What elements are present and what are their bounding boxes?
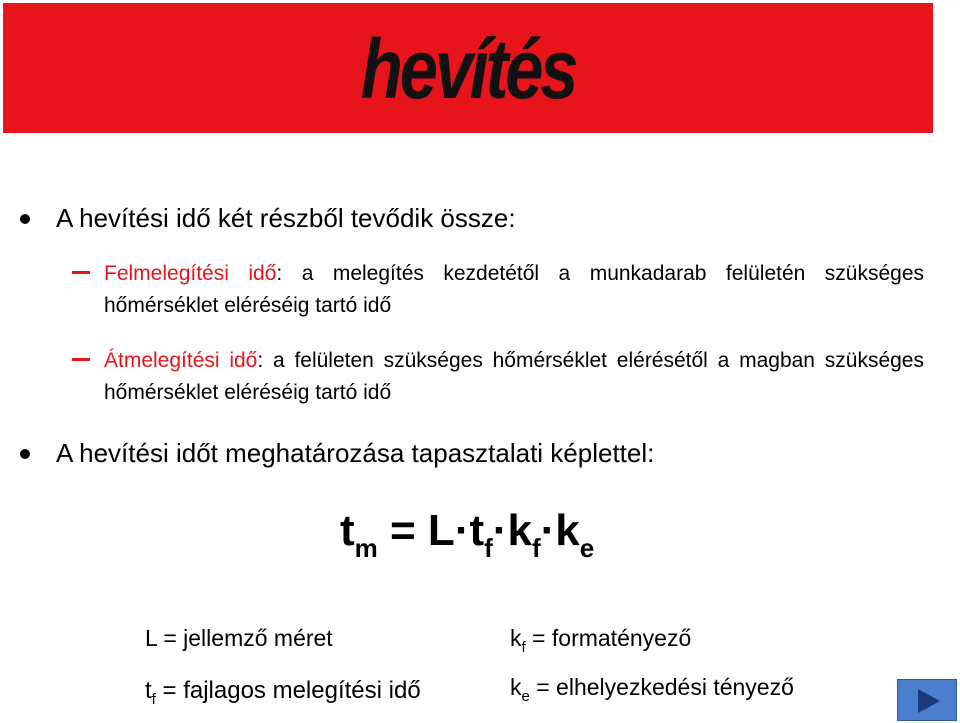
definition-kf — [510, 625, 691, 656]
formula-dot: · — [540, 506, 556, 555]
bullet-dot-icon — [20, 214, 30, 224]
next-slide-button[interactable] — [897, 679, 957, 721]
sub-item-term: Felmelegítési idő — [104, 262, 277, 285]
formula-ke-subscript: e — [579, 533, 595, 563]
definition-ke-subscript: e — [521, 688, 530, 705]
title-bar — [3, 3, 933, 133]
sub-item-text — [104, 345, 924, 409]
heating-time-formula — [340, 506, 594, 564]
formula-ke: k — [555, 506, 580, 555]
definition-ke — [510, 674, 794, 705]
play-next-icon — [918, 689, 940, 713]
definition-tf — [145, 677, 421, 708]
sub-item-term: Átmelegítési idő — [104, 349, 258, 372]
formula-t-subscript: f — [484, 533, 493, 563]
dash-icon — [72, 271, 90, 274]
sub-item-preheating — [72, 258, 924, 322]
slide-title: hevítés — [360, 22, 576, 116]
definition-kf-text: = formatényező — [525, 625, 692, 651]
bullet-text: A hevítési időt meghatározása tapasztalati képlettel: — [56, 438, 655, 468]
definition-tf-text: = fajlagos melegítési idő — [155, 677, 421, 704]
formula-dot: · — [492, 506, 508, 555]
sub-item-text — [104, 258, 924, 322]
formula-lhs-subscript: m — [354, 533, 378, 563]
definition-kf-subscript: f — [521, 639, 526, 656]
formula-lhs: t — [340, 506, 355, 555]
sub-item-desc: : a felületen szükséges hőmérséklet elérésétől a magban szükséges hőmérséklet eléréséig tartó idő — [104, 349, 924, 404]
definition-ke-text: = elhelyezkedési tényező — [529, 674, 794, 700]
definition-ke-symbol: k — [510, 674, 522, 700]
definition-tf-symbol: t — [145, 677, 152, 704]
formula-t: t — [469, 506, 485, 555]
formula-dot: · — [454, 506, 470, 555]
formula-kf: k — [507, 506, 532, 555]
sub-item-through-heating — [72, 345, 924, 409]
dash-icon — [72, 358, 90, 361]
definition-tf-subscript: f — [151, 691, 156, 708]
definition-L: L = jellemző méret — [145, 625, 333, 651]
bullet-dot-icon — [20, 449, 30, 459]
sub-item-desc: : a melegítés kezdetétől a munkadarab felületén szükséges hőmérséklet eléréséig tartó idő — [104, 262, 924, 317]
bullet-text: A hevítési idő két részből tevődik össze: — [56, 203, 516, 233]
formula-kf-subscript: f — [531, 533, 541, 563]
definition-kf-symbol: k — [510, 625, 522, 651]
formula-equals-L: = L — [377, 506, 455, 555]
